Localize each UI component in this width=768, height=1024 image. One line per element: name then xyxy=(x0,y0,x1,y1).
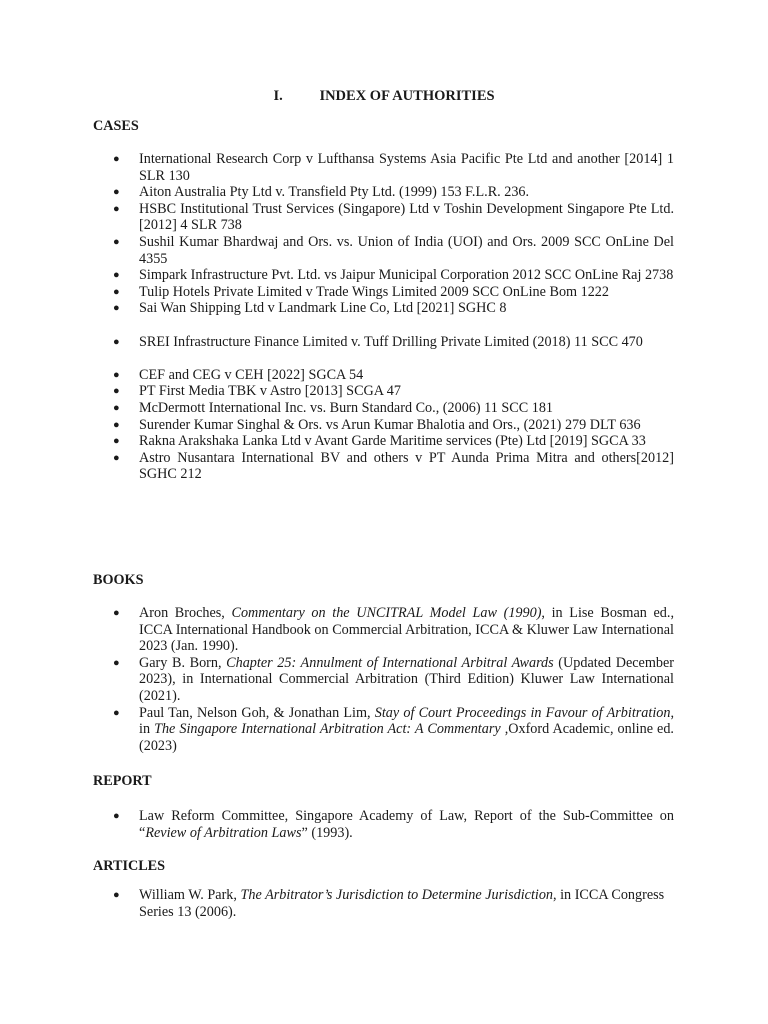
list-item: ● Aron Broches, Commentary on the UNCITRAL Model Law (1990), in Lise Bosman ed., ICCA International Handbook on Commercial Arbitration, ICCA & Kluwer Law International 2023 (Jan. 1990). xyxy=(113,605,674,655)
list-item: ● Gary B. Born, Chapter 25: Annulment of International Arbitral Awards (Updated December 2023), in International Commercial Arbitration (Third Edition) Kluwer Law International (2021). xyxy=(113,654,675,704)
bullet-icon: ● xyxy=(113,451,120,464)
list-item: ● McDermott International Inc. vs. Burn Standard Co., (2006) 11 SCC 181 xyxy=(113,399,554,416)
bullet-icon: ● xyxy=(113,607,120,619)
bullet-icon: ● xyxy=(113,202,120,215)
cases-list xyxy=(113,151,674,483)
bullet-icon: ● xyxy=(113,656,120,669)
list-item: ● CEF and CEG v CEH [2022] SGCA 54 xyxy=(113,366,364,383)
list-item: ● Law Reform Committee, Singapore Academy of Law, Report of the Sub-Committee on “Review of Arbitration Laws” (1993). xyxy=(113,808,674,841)
list-item: ● Astro Nusantara International BV and others v PT Aunda Prima Mitra and others[2012] SGHC 212 xyxy=(113,449,674,483)
list-item: ● William W. Park, The Arbitrator’s Jurisdiction to Determine Jurisdiction, in ICCA Congress Series 13 (2006). xyxy=(113,887,665,920)
title-text: INDEX OF AUTHORITIES xyxy=(319,88,495,104)
bullet-icon: ● xyxy=(113,418,120,431)
bullet-icon: ● xyxy=(113,302,120,315)
bullet-icon: ● xyxy=(113,368,120,381)
bullet-icon: ● xyxy=(113,186,120,199)
list-item: ● Simpark Infrastructure Pvt. Ltd. vs Jaipur Municipal Corporation 2012 SCC OnLine Raj 2738 xyxy=(113,267,674,284)
books-heading: BOOKS xyxy=(93,572,144,588)
list-item: ● Paul Tan, Nelson Goh, & Jonathan Lim, Stay of Court Proceedings in Favour of Arbitration, in The Singapore International Arbitration Act: A Commentary ,Oxford Academic, online ed. (2023) xyxy=(113,704,674,754)
report-heading: REPORT xyxy=(93,773,152,789)
articles-heading: ARTICLES xyxy=(93,858,166,874)
list-item: ● Surender Kumar Singhal & Ors. vs Arun Kumar Bhalotia and Ors., (2021) 279 DLT 636 xyxy=(113,416,641,433)
bullet-icon: ● xyxy=(113,285,120,298)
list-item: ● Tulip Hotels Private Limited v Trade Wings Limited 2009 SCC OnLine Bom 1222 xyxy=(113,283,609,300)
bullet-icon: ● xyxy=(113,706,120,719)
bullet-icon: ● xyxy=(113,235,120,248)
list-item: ● Aiton Australia Pty Ltd v. Transfield Pty Ltd. (1999) 153 F.L.R. 236. xyxy=(113,184,530,201)
bullet-icon: ● xyxy=(113,810,120,822)
report-list xyxy=(113,808,674,841)
bullet-icon: ● xyxy=(113,435,120,448)
bullet-icon: ● xyxy=(113,889,120,901)
list-item: ● International Research Corp v Lufthansa Systems Asia Pacific Pte Ltd and another [2014] 1 SLR 130 xyxy=(113,151,674,184)
bullet-icon: ● xyxy=(113,153,120,165)
list-item: ● Rakna Arakshaka Lanka Ltd v Avant Garde Maritime services (Pte) Ltd [2019] SGCA 33 xyxy=(113,433,646,450)
list-item: ● Sai Wan Shipping Ltd v Landmark Line Co, Ltd [2021] SGHC 8 xyxy=(113,300,507,317)
page-title xyxy=(0,88,768,105)
bullet-icon: ● xyxy=(113,269,120,282)
bullet-icon: ● xyxy=(113,401,120,414)
articles-list xyxy=(113,887,674,920)
bullet-icon: ● xyxy=(113,335,120,348)
list-item: ● SREI Infrastructure Finance Limited v. Tuff Drilling Private Limited (2018) 11 SCC 470 xyxy=(113,333,643,350)
list-item: ● PT First Media TBK v Astro [2013] SCGA 47 xyxy=(113,383,401,400)
bullet-icon: ● xyxy=(113,385,120,398)
section-number: I. xyxy=(273,88,283,104)
books-list xyxy=(113,605,674,754)
list-item: ● Sushil Kumar Bhardwaj and Ors. vs. Union of India (UOI) and Ors. 2009 SCC OnLine Del 4355 xyxy=(113,233,674,267)
list-item: ● HSBC Institutional Trust Services (Singapore) Ltd v Toshin Development Singapore Pte Ltd. [2012] 4 SLR 738 xyxy=(113,200,674,234)
cases-heading: CASES xyxy=(93,118,139,134)
